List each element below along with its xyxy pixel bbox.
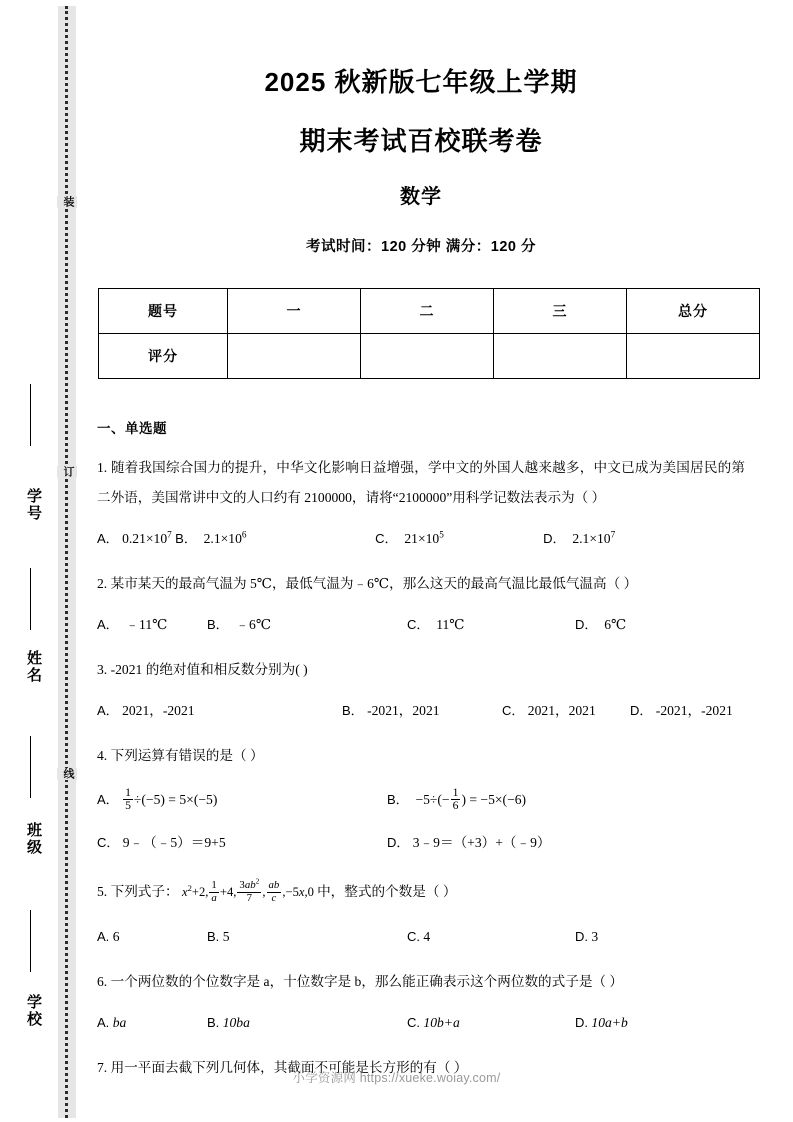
- question-1-text: 随着我国综合国力的提升，中华文化影响日益增强，学中文的外国人越来越多，中文已成为美国居民的第二外语，美国常讲中文的人口约有 2100000，请将“2100000”用科学记数法表示为（ ）: [97, 460, 746, 505]
- fraction-one-fifth: $\frac{1}{5}$: [125, 786, 131, 813]
- question-3-number: 3.: [97, 662, 108, 677]
- question-6-number: 6.: [97, 974, 108, 989]
- cell-score-total[interactable]: [627, 334, 760, 379]
- cell-row-label-score: 评分: [99, 334, 228, 379]
- question-3-option-a[interactable]: A． 2021，-2021: [97, 703, 195, 718]
- question-6-options: [97, 1009, 745, 1037]
- cell-total: 总分: [627, 289, 760, 334]
- question-1-options: [97, 525, 745, 553]
- fraction-one-over-a: $\frac{1}{a}$: [211, 879, 217, 904]
- question-6-stem: [97, 967, 745, 997]
- question-1-number: 1.: [97, 460, 108, 475]
- question-1-option-c[interactable]: C． $21\times 10^5$: [375, 529, 444, 546]
- question-4-options-row1: [97, 783, 745, 817]
- question-6-text: 一个两位数的个位数字是 a，十位数字是 b，那么能正确表示这个两位数的式子是（ ）: [110, 974, 624, 989]
- question-1-option-a[interactable]: A． $0.21\times 10^7$: [97, 529, 172, 546]
- question-2-option-d[interactable]: D． 6℃: [575, 617, 627, 632]
- question-4-options-row2: [97, 829, 745, 857]
- question-2-option-c[interactable]: C． 11℃: [407, 617, 465, 632]
- question-4-text: 下列运算有错误的是（ ）: [110, 748, 264, 763]
- question-3-stem: [97, 655, 745, 685]
- question-7-number: 7.: [97, 1060, 108, 1075]
- question-4-stem: [97, 741, 745, 771]
- cell-section-1: 一: [228, 289, 361, 334]
- question-7-text: 用一平面去截下列几何体，其截面不可能是长方形的有（ ）: [110, 1060, 468, 1075]
- question-6-option-c[interactable]: C. 10b+a: [407, 1015, 460, 1030]
- question-6-option-a[interactable]: A. ba: [97, 1015, 127, 1030]
- question-5-text-post: 中，整式的个数是（ ）: [317, 884, 457, 899]
- question-2-text: 某市某天的最高气温为 5℃，最低气温为﹣6℃，那么这天的最高气温比最低气温高（ ）: [110, 576, 638, 591]
- field-label-class: 班级: [25, 822, 42, 856]
- question-5-option-d[interactable]: D. 3: [575, 929, 599, 944]
- question-3-options: [97, 697, 745, 725]
- subject-title: 数学: [400, 186, 442, 208]
- field-label-name: 姓名: [25, 650, 42, 684]
- question-6-option-b[interactable]: B. 10ba: [207, 1015, 250, 1030]
- page-title-line1: 2025 秋新版七年级上学期: [264, 67, 578, 97]
- question-2-stem: [97, 569, 745, 599]
- question-2-options: [97, 611, 745, 639]
- question-4-option-c[interactable]: C． 9﹣（﹣5）＝9+5: [97, 835, 226, 850]
- binding-word-ding: 订: [57, 466, 77, 478]
- cell-section-3: 三: [494, 289, 627, 334]
- question-5-expression: $x^2+2$, $\frac{1}{a}$ +4, $\frac{3ab^2}{7}$ , $\frac{ab}{c}$ ,−5x,0: [181, 876, 318, 904]
- exam-meta: 考试时间：120 分钟 满分：120 分: [306, 239, 536, 255]
- cell-score-2[interactable]: [361, 334, 494, 379]
- student-id-rule: [30, 384, 31, 446]
- table-row-question-no: [99, 289, 760, 334]
- cell-row-label-question-no: 题号: [99, 289, 228, 334]
- question-4-option-a[interactable]: A． $\frac{1}{5}$ ÷(−5) = 5×(−5): [97, 786, 218, 813]
- cell-score-1[interactable]: [228, 334, 361, 379]
- page-title-line2: 期末考试百校联考卷: [299, 126, 543, 156]
- question-5-option-c[interactable]: C. 4: [407, 929, 431, 944]
- question-1-option-b[interactable]: B． $2.1\times 10^6$: [175, 529, 247, 546]
- question-2-option-b[interactable]: B． ﹣6℃: [207, 617, 272, 632]
- question-6-option-d[interactable]: D. 10a+b: [575, 1015, 628, 1030]
- table-row-score: [99, 334, 760, 379]
- question-3-text: -2021 的绝对值和相反数分别为( ): [110, 662, 308, 677]
- question-3-option-d[interactable]: D． -2021，-2021: [630, 703, 733, 718]
- question-2-option-a[interactable]: A． ﹣11℃: [97, 617, 168, 632]
- fraction-3ab2-over-7: $\frac{3ab^2}{7}$: [239, 876, 260, 904]
- section-heading-single-choice: 一、单选题: [97, 421, 167, 436]
- question-5-options: [97, 923, 745, 951]
- cell-score-3[interactable]: [494, 334, 627, 379]
- question-1-option-d[interactable]: D． $2.1\times 10^7$: [543, 529, 616, 546]
- exam-sheet: [97, 0, 745, 1122]
- binding-word-zhuang: 装: [57, 196, 77, 208]
- binding-word-xian: 线: [57, 768, 77, 780]
- binding-dotted-line: [65, 6, 68, 1118]
- class-rule: [30, 736, 31, 798]
- school-rule: [30, 910, 31, 972]
- question-4-option-b[interactable]: B． −5÷(− $\frac{1}{6}$ ) = −5×(−6): [387, 786, 527, 813]
- fraction-ab-over-c: $\frac{ab}{c}$: [268, 879, 280, 904]
- fraction-one-sixth: $\frac{1}{6}$: [452, 786, 459, 813]
- question-5-option-a[interactable]: A. 6: [97, 929, 120, 944]
- score-table: [98, 288, 760, 379]
- question-4-option-d[interactable]: D． 3﹣9＝（+3）+（﹣9）: [387, 835, 551, 850]
- question-3-option-c[interactable]: C． 2021，2021: [502, 703, 596, 718]
- field-label-school: 学校: [25, 994, 42, 1028]
- name-rule: [30, 568, 31, 630]
- question-5-option-b[interactable]: B. 5: [207, 929, 230, 944]
- field-label-student-id: 学号: [25, 488, 42, 522]
- question-2-number: 2.: [97, 576, 108, 591]
- question-5-stem: [97, 873, 745, 911]
- question-1-stem: [97, 453, 745, 513]
- question-5-number: 5.: [97, 884, 108, 899]
- cell-section-2: 二: [361, 289, 494, 334]
- watermark: 小学资源网 https://xueke.woiay.com/: [292, 1071, 501, 1085]
- question-5-text-pre: 下列式子：: [110, 884, 179, 899]
- question-3-option-b[interactable]: B． -2021，2021: [342, 703, 440, 718]
- question-4-number: 4.: [97, 748, 108, 763]
